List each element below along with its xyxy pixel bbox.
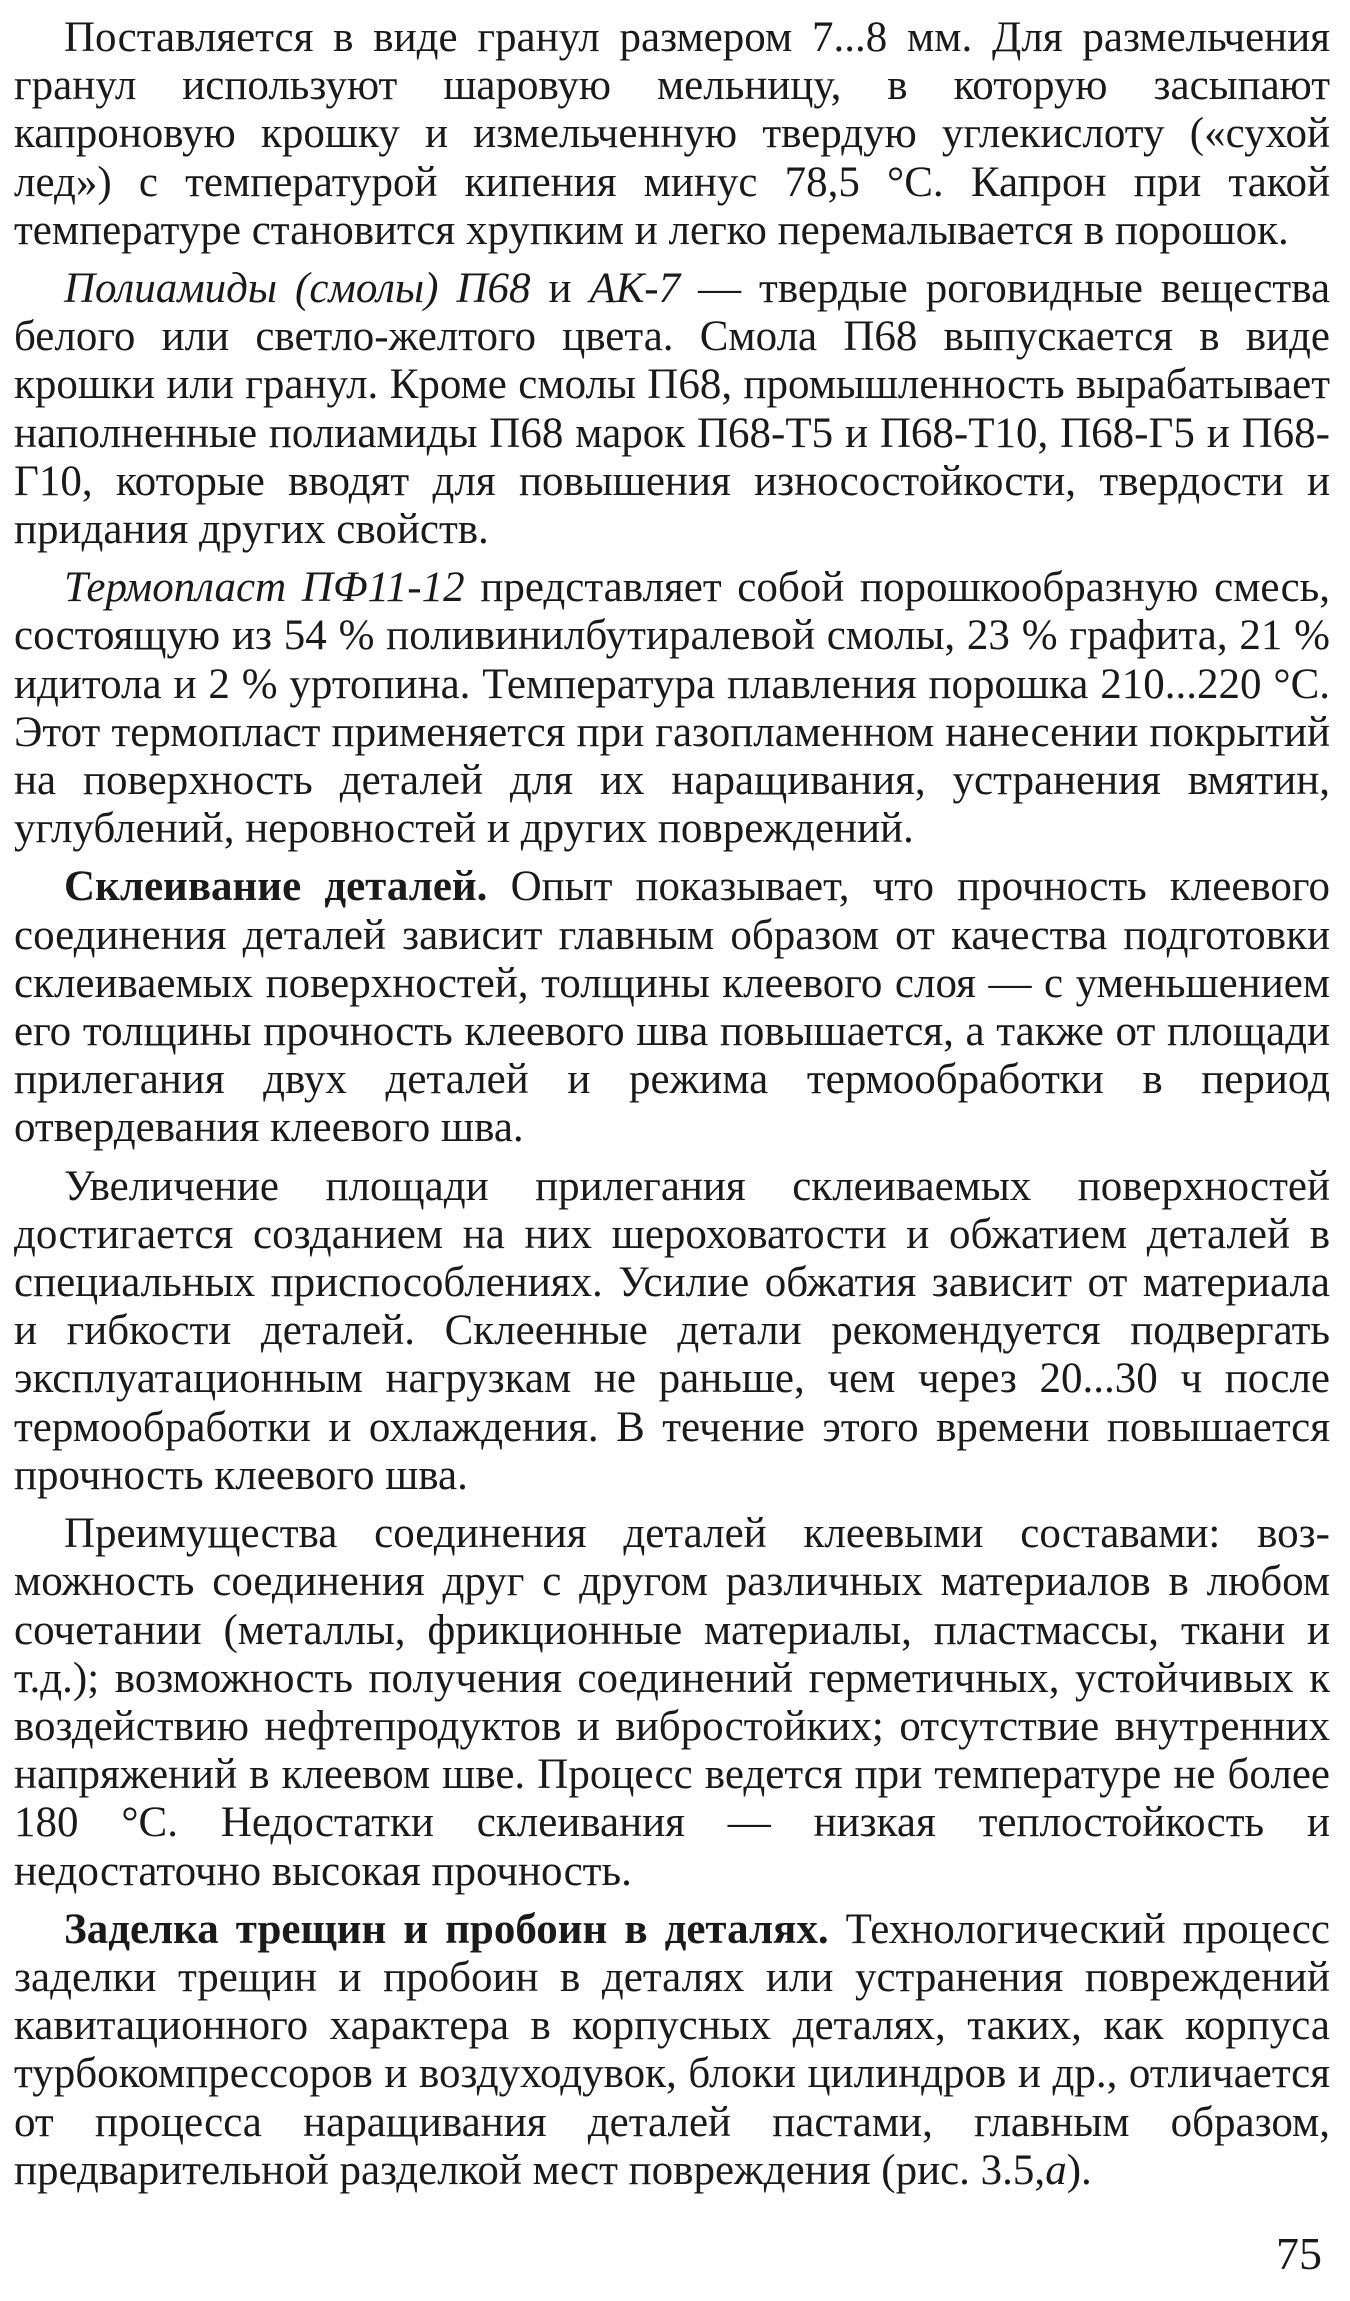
paragraph-tail: ).: [1066, 2146, 1092, 2194]
paragraph-text: Поставляется в виде гранул размером 7...8 мм. Для размельчения гранул используют шаровую мельницу, в которую засыпают капроновую крошку и измельченную твердую углекислоту («сухой лед») с температурой кипения минус 78,5 °С. Капрон при такой температуре становится хрупким и легко перемалывается в порошок.: [14, 14, 1330, 254]
term-ak7: АК-7: [589, 265, 681, 313]
term-thermoplastic: Термопласт ПФ11-12: [64, 564, 465, 612]
paragraph-text: Преимущества соединения деталей клеевыми составами: возможность соединения друг с другом различных материалов в любом сочетании (металлы, фрикционные материалы, пластмассы, ткани и т.д.); возможность получения соединений герметичных, устойчивых к воздействию нефтепродуктов и вибростойких; отсутствие внутренних напряжений в клеевом шве. Процесс ведется при температуре не более 180 °С. Недостатки склеивания — низкая теплостойкость и недостаточно высокая прочность.: [14, 1510, 1330, 1895]
paragraph-thermoplastic: [14, 564, 1330, 853]
document-page: [14, 14, 1330, 2284]
page-number: 75: [1276, 2228, 1322, 2279]
paragraph-text: Увеличение площади прилегания склеиваемых поверхностей достигается созданием на них шероховатости и обжатием деталей в специальных приспособлениях. Усилие обжатия зависит от материала и гибкости деталей. Склеенные детали рекомендуется подвергать эксплуатационным нагрузкам не раньше, чем через 20...30 ч после термообработки и охлаждения. В течение этого времени повышается прочность клеевого шва.: [14, 1162, 1330, 1499]
paragraph-advantages: [14, 1510, 1330, 1896]
paragraph-granules: [14, 14, 1330, 255]
paragraph-contact-area: [14, 1163, 1330, 1500]
term-resins: (смолы): [295, 265, 439, 313]
paragraph-text: — твердые роговидные вещества белого или светло-желтого цвета. Смола П68 выпускается в виде крошки или гранул. Кроме смолы П68, промышленность вырабатывает наполненные полиамиды П68 марок П68-Т5 и П68-Т10, П68-Г5 и П68-Г10, которые вводят для повышения износостойкости, твердости и придания других свойств.: [14, 265, 1331, 554]
conjunction: и: [548, 265, 572, 313]
section-heading-gluing: Склеивание деталей.: [64, 863, 488, 911]
term-polyamides: Полиамиды: [64, 265, 278, 313]
figure-ref-letter: а: [1045, 2146, 1067, 2194]
term-p68: П68: [456, 265, 531, 313]
paragraph-text: представляет собой порошкообразную смесь, состоящую из 54 % поливинилбутиралевой смолы, 23 % графита, 21 % идитола и 2 % уртопина. Температура плавления порошка 210...220 °С. Этот термопласт применяется при газопламенном нанесении покрытий на поверхность деталей для их наращивания, устранения вмятин, углублений, неровностей и других повреждений.: [14, 564, 1331, 853]
paragraph-gluing: [14, 863, 1330, 1152]
paragraph-text: Технологический процесс заделки трещин и пробоин в деталях или устранения повреждений кавитационного характера в корпусных деталях, таких, как корпуса турбокомпрессоров и воздуходувок, блоки цилиндров и др., отличается от процесса наращивания деталей пастами, главным образом, предварительной разделкой мест повреждения (рис. 3.5,: [14, 1905, 1330, 2194]
paragraph-text: Опыт показывает, что прочность клеевого соединения деталей зависит главным образом от качества подготовки склеиваемых поверхностей, толщины клеевого слоя — с уменьшением его толщины прочность клеевого шва повышается, а также от площади прилегания двух деталей и режима термообработки в период отвердевания клеевого шва.: [14, 863, 1330, 1152]
paragraph-cracks: [14, 1906, 1330, 2195]
paragraph-polyamides: [14, 265, 1330, 554]
section-heading-cracks: Заделка трещин и пробоин в деталях.: [64, 1905, 829, 1953]
